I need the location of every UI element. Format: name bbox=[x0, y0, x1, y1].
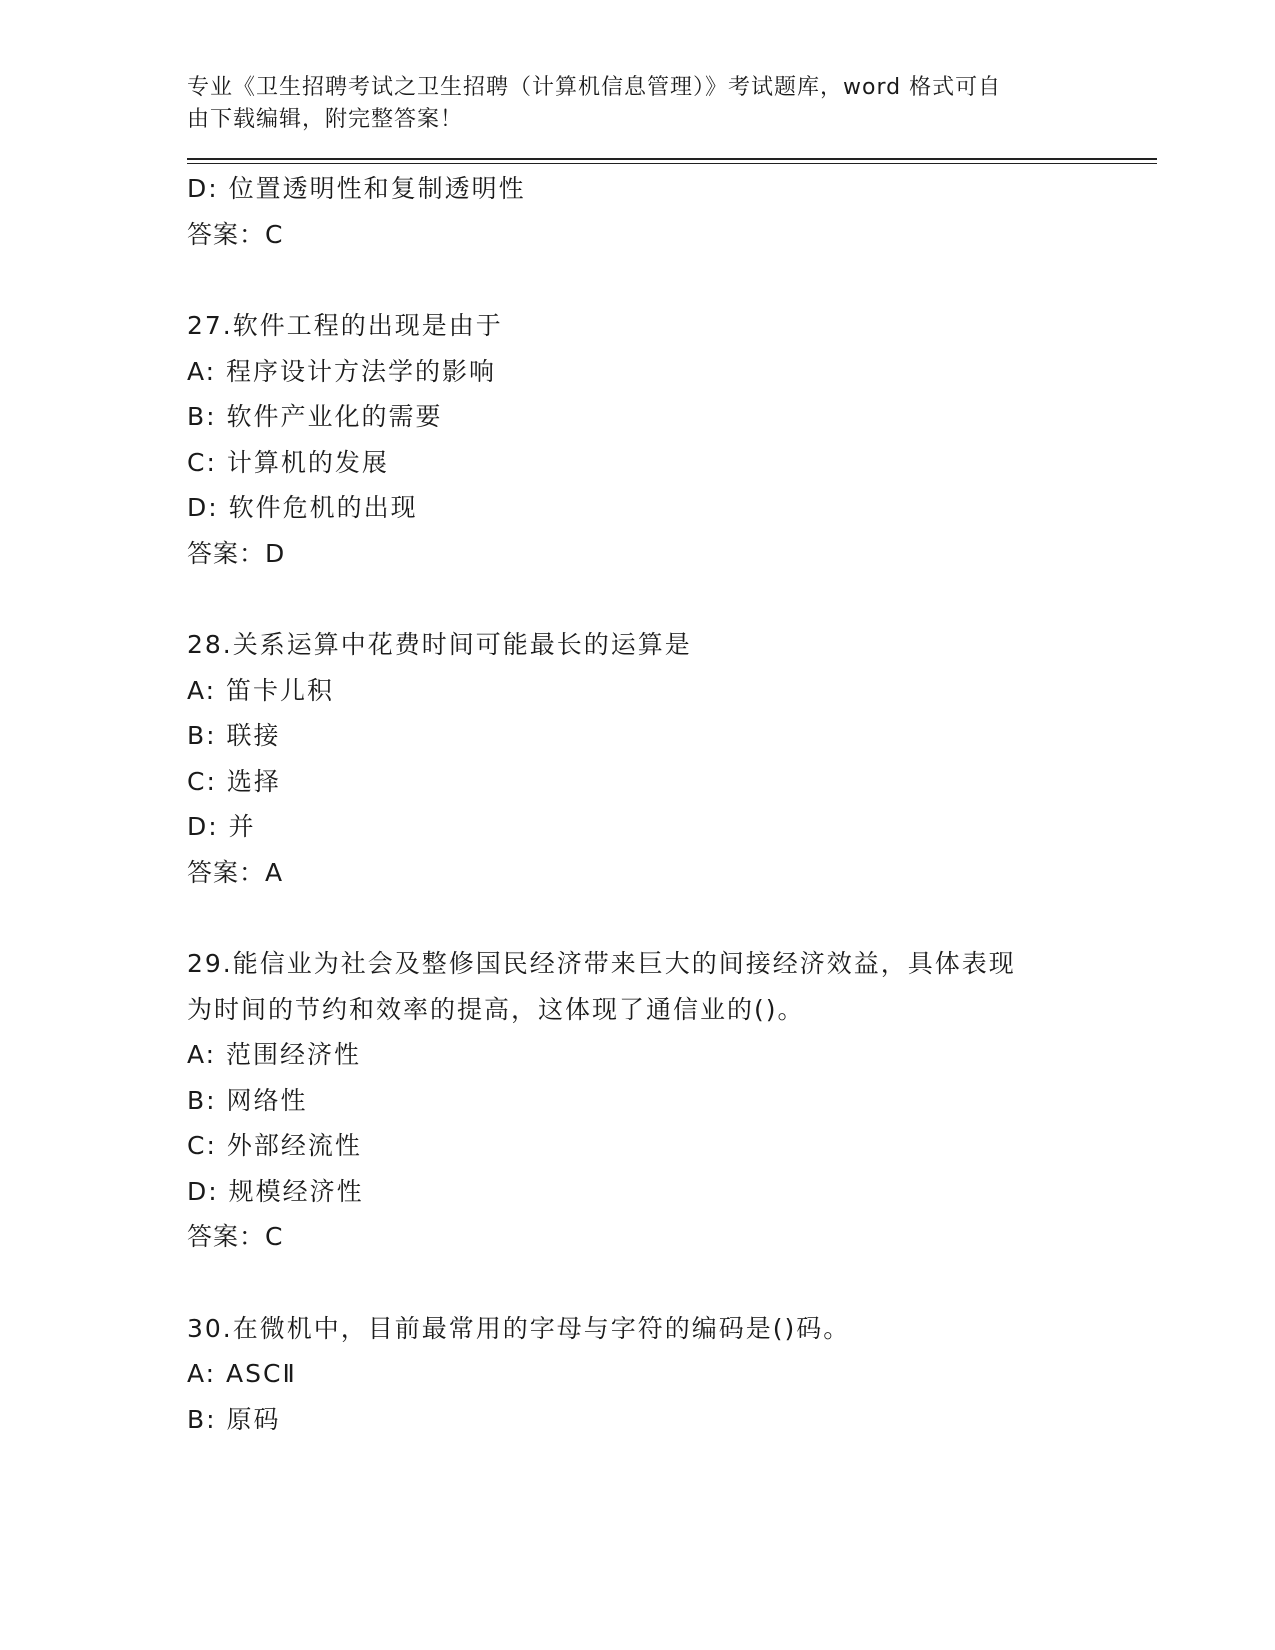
option-c: C: 计算机的发展 bbox=[187, 447, 389, 477]
option-d: D: 位置透明性和复制透明性 bbox=[187, 174, 526, 203]
option-a: A: 范围经济性 bbox=[187, 1040, 362, 1069]
option-c: C: 外部经流性 bbox=[187, 1131, 362, 1160]
question-stem-line-2: 为时间的节约和效率的提高，这体现了通信业的()。 bbox=[187, 994, 805, 1024]
answer: 答案：C bbox=[187, 1222, 284, 1251]
question-stem: 30.在微机中，目前最常用的字母与字符的编码是()码。 bbox=[187, 1313, 851, 1343]
answer: 答案：A bbox=[187, 857, 284, 887]
header-line-1: 专业《卫生招聘考试之卫生招聘（计算机信息管理）》考试题库，word 格式可自 bbox=[187, 75, 1002, 100]
document-page bbox=[187, 72, 1157, 1448]
option-b: B: 网络性 bbox=[187, 1085, 308, 1115]
question-27 bbox=[187, 309, 1157, 582]
answer: 答案：D bbox=[187, 538, 286, 568]
carry-over-question bbox=[187, 172, 1157, 263]
document-header bbox=[187, 72, 1157, 136]
question-30 bbox=[187, 1312, 1157, 1449]
option-c: C: 选择 bbox=[187, 766, 281, 796]
question-29 bbox=[187, 947, 1157, 1266]
question-28 bbox=[187, 628, 1157, 901]
option-d: D: 软件危机的出现 bbox=[187, 493, 418, 522]
option-a: A: 笛卡儿积 bbox=[187, 675, 335, 705]
question-stem-line-1: 29.能信业为社会及整修国民经济带来巨大的间接经济效益，具体表现 bbox=[187, 949, 1016, 978]
option-d: D: 规模经济性 bbox=[187, 1176, 364, 1206]
option-d: D: 并 bbox=[187, 812, 256, 841]
option-a: A: 程序设计方法学的影响 bbox=[187, 356, 497, 386]
option-b: B: 软件产业化的需要 bbox=[187, 402, 443, 431]
header-line-2: 由下载编辑，附完整答案！ bbox=[187, 107, 464, 132]
question-stem: 27.软件工程的出现是由于 bbox=[187, 311, 503, 340]
option-a: A: ASCⅡ bbox=[187, 1359, 297, 1388]
option-b: B: 原码 bbox=[187, 1404, 281, 1434]
question-stem: 28.关系运算中花费时间可能最长的运算是 bbox=[187, 630, 692, 659]
answer: 答案：C bbox=[187, 219, 284, 249]
option-b: B: 联接 bbox=[187, 721, 281, 750]
